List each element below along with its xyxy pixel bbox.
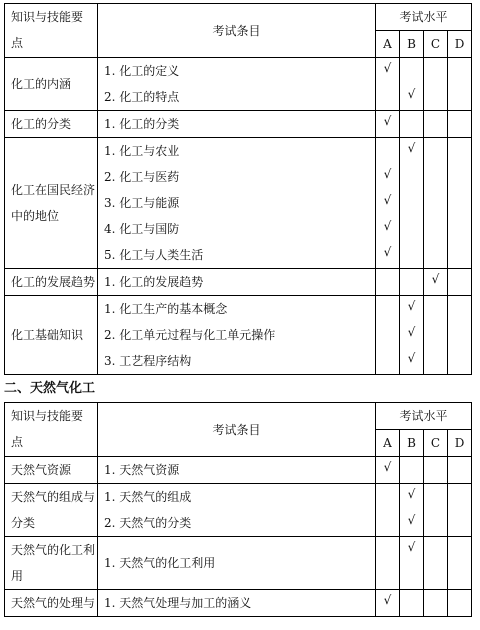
check-mark: √ — [407, 325, 416, 339]
header-topic-label-cont: 点 — [11, 435, 24, 449]
level-cell-d — [448, 537, 472, 590]
empty-mark — [448, 216, 471, 242]
empty-mark — [424, 296, 447, 322]
level-cell-b — [400, 296, 424, 375]
items-cell — [98, 111, 376, 138]
exam-item: 1. 化工的定义 — [104, 64, 180, 78]
header-level-cell: 考试水平 — [376, 4, 472, 31]
header-row — [5, 4, 472, 31]
level-cell-b — [400, 590, 424, 617]
header-topic-cell — [5, 4, 98, 58]
level-cell-a — [376, 269, 400, 296]
level-cell-a — [376, 138, 400, 269]
empty-mark — [376, 269, 399, 295]
items-cell — [98, 537, 376, 590]
items-cell — [98, 138, 376, 269]
empty-mark — [448, 537, 471, 563]
topic-cell — [5, 457, 98, 484]
level-cell-b — [400, 457, 424, 484]
check-mark: √ — [383, 193, 392, 207]
empty-mark — [448, 348, 471, 374]
topic-row — [5, 537, 472, 590]
exam-item: 3. 化工与能源 — [104, 196, 180, 210]
empty-mark — [424, 58, 447, 84]
exam-item: 2. 化工的特点 — [104, 90, 180, 104]
syllabus-table-natural-gas — [4, 402, 472, 617]
check-mark: √ — [383, 460, 392, 474]
header-topic-label-cont: 点 — [11, 36, 24, 50]
topic-row — [5, 58, 472, 111]
exam-item: 4. 化工与国防 — [104, 222, 180, 236]
level-label-d: D — [448, 430, 472, 457]
level-label-b: B — [400, 31, 424, 58]
empty-mark — [400, 269, 423, 295]
check-mark: √ — [383, 593, 392, 607]
exam-item: 5. 化工与人类生活 — [104, 248, 204, 262]
level-cell-a — [376, 590, 400, 617]
empty-mark — [424, 138, 447, 164]
level-cell-b — [400, 58, 424, 111]
items-cell — [98, 296, 376, 375]
exam-item: 2. 天然气的分类 — [104, 516, 192, 530]
exam-item: 1. 天然气资源 — [104, 463, 180, 477]
header-topic-label: 知识与技能要 — [11, 409, 84, 423]
topic-label: 分类 — [11, 516, 36, 530]
level-cell-d — [448, 138, 472, 269]
level-cell-d — [448, 58, 472, 111]
level-label-c: C — [424, 31, 448, 58]
empty-mark — [376, 484, 399, 510]
exam-item: 1. 天然气的化工利用 — [104, 556, 216, 570]
empty-mark — [376, 296, 399, 322]
check-mark: √ — [407, 351, 416, 365]
empty-mark — [424, 164, 447, 190]
empty-mark — [424, 484, 447, 510]
level-cell-a — [376, 457, 400, 484]
header-item-cell: 考试条目 — [98, 403, 376, 457]
topic-cell — [5, 269, 98, 296]
check-mark: √ — [407, 87, 416, 101]
level-label-a: A — [376, 430, 400, 457]
level-cell-c — [424, 537, 448, 590]
empty-mark — [424, 216, 447, 242]
empty-mark — [376, 537, 399, 563]
empty-mark — [448, 510, 471, 536]
empty-mark — [376, 84, 399, 110]
topic-row — [5, 457, 472, 484]
empty-mark — [400, 164, 423, 190]
level-cell-c — [424, 590, 448, 617]
empty-mark — [424, 322, 447, 348]
exam-item: 1. 天然气的组成 — [104, 490, 192, 504]
empty-mark — [424, 242, 447, 268]
check-mark: √ — [407, 487, 416, 501]
empty-mark — [448, 111, 471, 137]
empty-mark — [424, 537, 447, 563]
level-cell-d — [448, 296, 472, 375]
empty-mark — [400, 216, 423, 242]
level-cell-a — [376, 537, 400, 590]
empty-mark — [424, 111, 447, 137]
check-mark: √ — [407, 513, 416, 527]
level-cell-d — [448, 111, 472, 138]
level-label-c: C — [424, 430, 448, 457]
topic-label: 用 — [11, 569, 24, 583]
check-mark: √ — [383, 61, 392, 75]
level-cell-c — [424, 296, 448, 375]
empty-mark — [448, 84, 471, 110]
empty-mark — [448, 457, 471, 483]
topic-cell — [5, 138, 98, 269]
exam-item: 2. 化工与医药 — [104, 170, 180, 184]
empty-mark — [424, 348, 447, 374]
exam-item: 1. 化工的发展趋势 — [104, 275, 204, 289]
empty-mark — [400, 590, 423, 616]
empty-mark — [376, 138, 399, 164]
empty-mark — [424, 457, 447, 483]
level-cell-b — [400, 484, 424, 537]
empty-mark — [448, 242, 471, 268]
check-mark: √ — [383, 167, 392, 181]
topic-cell — [5, 296, 98, 375]
check-mark: √ — [431, 272, 440, 286]
exam-item: 1. 化工与农业 — [104, 144, 180, 158]
level-cell-d — [448, 269, 472, 296]
empty-mark — [448, 296, 471, 322]
empty-mark — [400, 242, 423, 268]
topic-row — [5, 138, 472, 269]
empty-mark — [448, 484, 471, 510]
level-cell-c — [424, 269, 448, 296]
header-row — [5, 403, 472, 430]
empty-mark — [448, 164, 471, 190]
exam-item: 1. 天然气处理与加工的涵义 — [104, 596, 252, 610]
items-cell — [98, 484, 376, 537]
exam-item: 3. 工艺程序结构 — [104, 354, 192, 368]
empty-mark — [448, 322, 471, 348]
empty-mark — [400, 457, 423, 483]
empty-mark — [448, 269, 471, 295]
empty-mark — [448, 590, 471, 616]
exam-item: 1. 化工生产的基本概念 — [104, 302, 228, 316]
items-cell — [98, 457, 376, 484]
topic-label: 化工的内涵 — [11, 77, 72, 91]
items-cell — [98, 58, 376, 111]
empty-mark — [376, 322, 399, 348]
level-cell-d — [448, 457, 472, 484]
level-label-b: B — [400, 430, 424, 457]
check-mark: √ — [383, 245, 392, 259]
topic-row — [5, 296, 472, 375]
empty-mark — [424, 510, 447, 536]
empty-mark — [400, 58, 423, 84]
topic-label: 天然气资源 — [11, 463, 72, 477]
empty-mark — [400, 111, 423, 137]
topic-label: 化工的分类 — [11, 117, 72, 131]
topic-row — [5, 269, 472, 296]
level-cell-b — [400, 537, 424, 590]
empty-mark — [424, 190, 447, 216]
topic-label: 天然气的处理与 — [11, 596, 96, 610]
check-mark: √ — [383, 219, 392, 233]
header-topic-cell — [5, 403, 98, 457]
level-cell-b — [400, 111, 424, 138]
level-cell-c — [424, 138, 448, 269]
exam-item: 1. 化工的分类 — [104, 117, 180, 131]
empty-mark — [448, 138, 471, 164]
check-mark: √ — [407, 299, 416, 313]
level-cell-a — [376, 111, 400, 138]
empty-mark — [448, 58, 471, 84]
level-cell-b — [400, 138, 424, 269]
items-cell — [98, 269, 376, 296]
topic-label: 化工的发展趋势 — [11, 275, 96, 289]
topic-cell — [5, 590, 98, 617]
section-title: 二、天然气化工 — [4, 381, 96, 396]
check-mark: √ — [383, 114, 392, 128]
empty-mark — [376, 348, 399, 374]
level-cell-b — [400, 269, 424, 296]
topic-label: 天然气的组成与 — [11, 490, 96, 504]
level-cell-a — [376, 484, 400, 537]
empty-mark — [424, 84, 447, 110]
topic-cell — [5, 537, 98, 590]
level-cell-a — [376, 58, 400, 111]
syllabus-table-chemical-industry — [4, 3, 472, 375]
check-mark: √ — [407, 540, 416, 554]
header-level-cell: 考试水平 — [376, 403, 472, 430]
exam-item: 2. 化工单元过程与化工单元操作 — [104, 328, 276, 342]
items-cell — [98, 590, 376, 617]
topic-label: 化工基础知识 — [11, 328, 84, 342]
empty-mark — [424, 590, 447, 616]
level-cell-c — [424, 58, 448, 111]
topic-label: 中的地位 — [11, 209, 60, 223]
empty-mark — [376, 510, 399, 536]
level-cell-c — [424, 457, 448, 484]
topic-row — [5, 590, 472, 617]
topic-cell — [5, 111, 98, 138]
level-label-d: D — [448, 31, 472, 58]
level-label-a: A — [376, 31, 400, 58]
header-item-cell: 考试条目 — [98, 4, 376, 58]
header-topic-label: 知识与技能要 — [11, 10, 84, 24]
level-cell-d — [448, 590, 472, 617]
level-cell-a — [376, 296, 400, 375]
empty-mark — [400, 190, 423, 216]
topic-label: 化工在国民经济 — [11, 183, 96, 197]
level-cell-c — [424, 111, 448, 138]
topic-cell — [5, 484, 98, 537]
level-cell-c — [424, 484, 448, 537]
level-cell-d — [448, 484, 472, 537]
empty-mark — [448, 190, 471, 216]
topic-row — [5, 484, 472, 537]
topic-cell — [5, 58, 98, 111]
topic-row — [5, 111, 472, 138]
topic-label: 天然气的化工利 — [11, 543, 96, 557]
check-mark: √ — [407, 141, 416, 155]
